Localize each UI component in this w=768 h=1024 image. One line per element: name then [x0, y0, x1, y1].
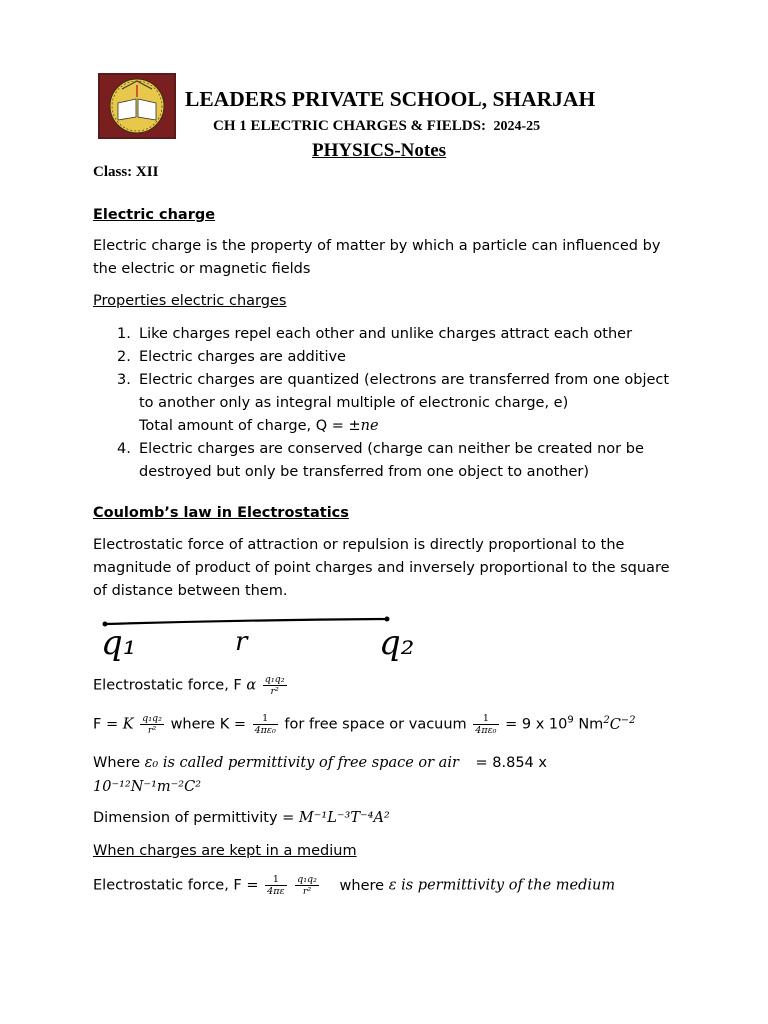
permittivity-dimension: Dimension of permittivity = M⁻¹L⁻³T⁻⁴A² [93, 810, 390, 826]
academic-year: 2024-25 [493, 119, 541, 134]
sketch-r: r [235, 627, 248, 657]
properties-list [93, 323, 713, 484]
chapter-name: CH 1 ELECTRIC CHARGES & FIELDS: [213, 118, 486, 134]
coulomb-statement: Electrostatic force of attraction or repulsion is directly proportional to the magnitude of product of point charges and inversely proportional to the square of distance between them. [93, 537, 670, 599]
electric-charge-heading: Electric charge [93, 207, 216, 223]
definition-line: Electric charge is the property of matter by which a particle can influenced by [93, 238, 661, 254]
coulomb-formula: F = K $\frac{\text{q₁q₂}}{\text{r²}}$ where K = $\frac{1}{\text{4πε₀}}$ for free space or vacuum $\frac{1}{\text{4πε₀}}$ = 9 x $10^9$ $Nm^2C^{-2}$ [93, 713, 636, 736]
list-item: 3. Electric charges are quantized (electrons are transferred from one object to another only as integral multiple of electronic charge, e) Total amount of charge, Q = ±ne [117, 372, 670, 434]
medium-formula: Electrostatic force, F = $\frac{1}{4\pi\varepsilon}$ $\frac{\text{q₁q₂}}{\text{r²}}$ where ε is permittivity of the medium [93, 874, 616, 897]
class-label: Class: XII [93, 164, 159, 180]
coulomb-heading: Coulomb’s law in Electrostatics [93, 505, 349, 521]
list-item: 1. Like charges repel each other and unlike charges attract each other [117, 326, 633, 342]
school-logo [98, 73, 176, 139]
medium-heading: When charges are kept in a medium [93, 843, 357, 859]
list-item: 2. Electric charges are additive [117, 349, 346, 365]
school-name: LEADERS PRIVATE SCHOOL, SHARJAH [185, 87, 596, 111]
distance-line [105, 619, 387, 624]
book-emblem-icon [100, 75, 174, 137]
charges-distance-sketch [95, 610, 445, 666]
electric-charge-definition [93, 235, 660, 281]
subject-title: PHYSICS-Notes [312, 140, 447, 161]
sketch-q2: q₂ [379, 623, 415, 663]
properties-heading: Properties electric charges [93, 293, 287, 309]
list-item: 4. Electric charges are conserved (charge can neither be created nor be destroyed but only be transferred from one object to another) [117, 441, 644, 480]
permittivity-value: 10⁻¹²N⁻¹m⁻²C² [93, 779, 202, 795]
force-proportional: Electrostatic force, F α $\frac{\text{q₁q₂}}{\text{r²}}$ [93, 674, 285, 697]
total-charge-math: ±ne [348, 418, 379, 434]
fraction: $\frac{\text{q₁q₂}}{\text{r²}}$ [264, 674, 285, 697]
definition-line: the electric or magnetic fields [93, 261, 311, 277]
permittivity-definition: Where ε₀ is called permittivity of free space or air = 8.854 x [93, 755, 547, 771]
sketch-q1: q₁ [101, 623, 137, 663]
chapter-title [213, 118, 540, 135]
